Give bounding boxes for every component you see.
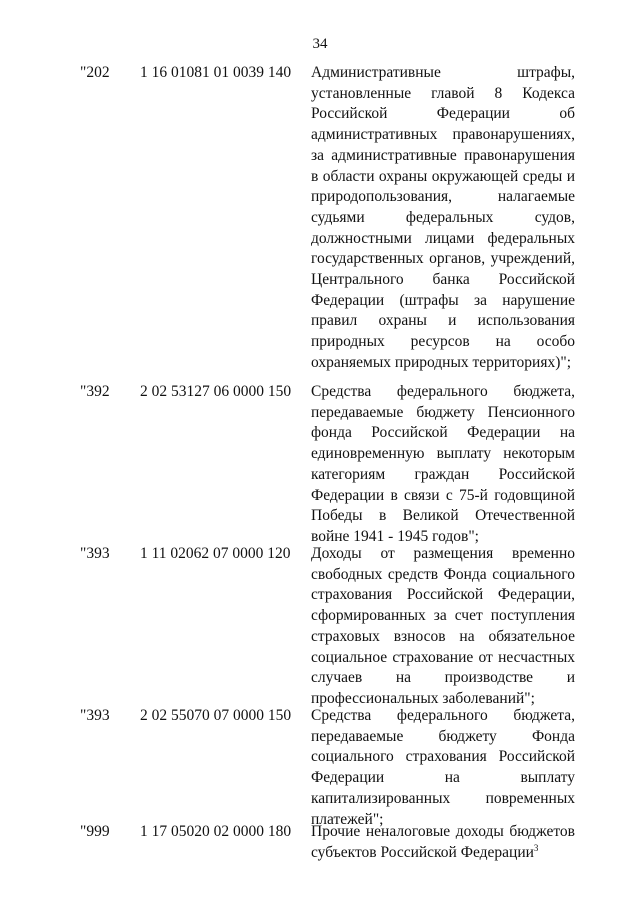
- revenue-description-text: Прочие неналоговые доходы бюджетов субъектов Российской Федерации: [311, 823, 575, 861]
- administrator-code: "393: [80, 545, 110, 562]
- table-row: [0, 544, 640, 706]
- revenue-description: Средства федерального бюджета, передаваемые бюджету Фонда социального страхования Российской Федерации на выплату капитализированных повременных платежей";: [311, 707, 575, 828]
- table-row: [0, 706, 640, 828]
- page-number: 34: [312, 36, 328, 52]
- table-row: [0, 382, 640, 544]
- table-row: [0, 63, 640, 382]
- budget-classification-code: 1 16 01081 01 0039 140: [140, 64, 292, 81]
- revenue-description: Административные штрафы, установленные главой 8 Кодекса Российской Федерации об административных правонарушениях, за административные правонарушения в области охраны окружающей среды и природопользования, налагаемые судьями федеральных судов, должностными лицами федеральных государственных органов, учреждений, Центрального банка Российской Федерации (штрафы за нарушение правил охраны и использования природных ресурсов на особо охраняемых природных территориях)";: [311, 64, 575, 371]
- revenue-code-table: [0, 63, 640, 872]
- table-row: [0, 822, 640, 872]
- revenue-description: Доходы от размещения временно свободных средств Фонда социального страхования Российской Федерации, сформированных за счет поступления страховых взносов на обязательное социальное страхование от несчастных случаев на производстве и профессиональных заболеваний";: [311, 545, 575, 707]
- revenue-description: Средства федерального бюджета, передаваемые бюджету Пенсионного фонда Российской Федерации на единовременную выплату некоторым категориям граждан Российской Федерации в связи с 75-й годовщиной Победы в Великой Отечественной войне 1941 - 1945 годов";: [311, 383, 575, 545]
- administrator-code: "392: [80, 383, 110, 400]
- administrator-code: "999: [80, 823, 110, 840]
- footnote-marker: 3: [533, 842, 539, 853]
- administrator-code: "393: [80, 707, 110, 724]
- revenue-description: [311, 822, 575, 863]
- budget-classification-code: 1 17 05020 02 0000 180: [140, 823, 292, 840]
- budget-classification-code: 2 02 55070 07 0000 150: [140, 707, 292, 724]
- budget-classification-code: 2 02 53127 06 0000 150: [140, 383, 292, 400]
- budget-classification-code: 1 11 02062 07 0000 120: [140, 545, 291, 562]
- administrator-code: "202: [80, 64, 110, 81]
